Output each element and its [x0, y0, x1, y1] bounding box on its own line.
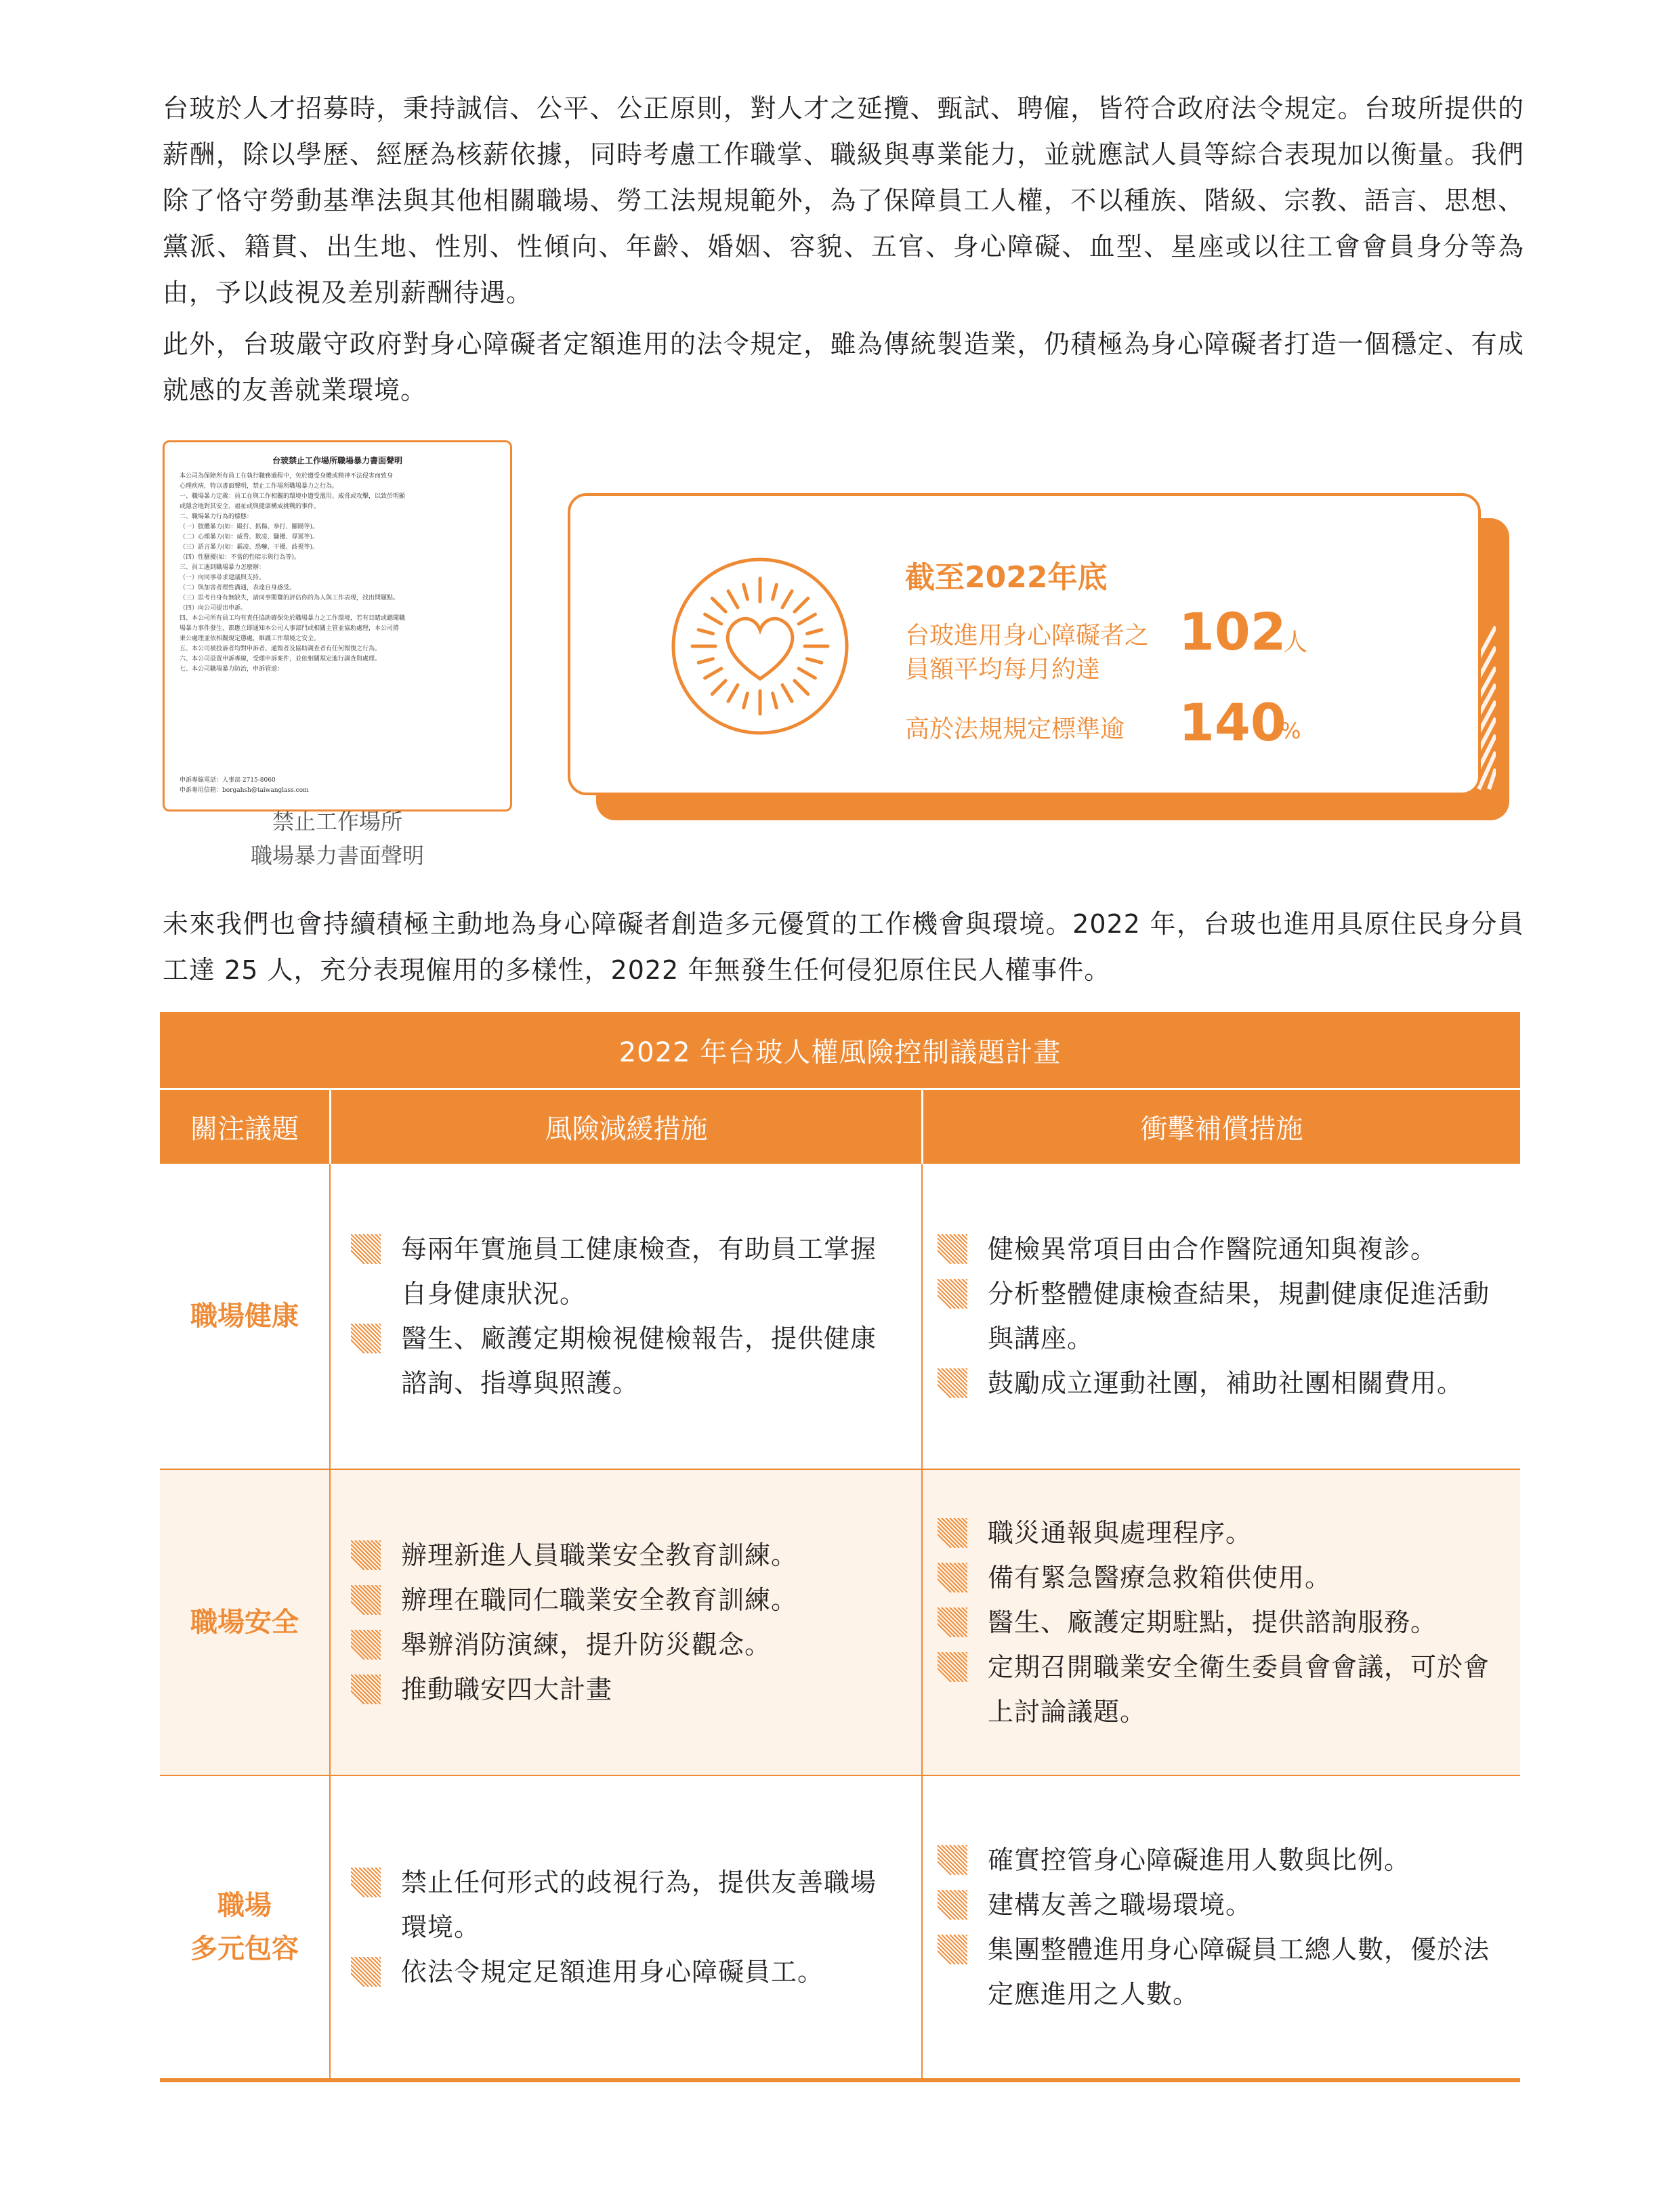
stat-value-percent: 140	[1179, 692, 1286, 753]
list-item-text: 分析整體健康檢查結果，規劃健康促進活動與講座。	[988, 1279, 1490, 1353]
hatched-bullet-icon	[351, 1630, 381, 1660]
list-item-text: 健檢異常項目由合作醫院通知與複診。	[988, 1234, 1437, 1264]
table-header-row	[160, 1088, 1520, 1164]
notice-caption-line2: 職場暴力書面聲明	[250, 843, 424, 868]
list-item-text: 禁止任何形式的歧視行為，提供友善職場環境。	[401, 1868, 877, 1942]
notice-line: 或隱含地對其安全、福祉或與健康構成挑戰的事件。	[180, 503, 320, 510]
topic-label-line2: 多元包容	[190, 1933, 299, 1964]
stat-unit-percent: %	[1280, 718, 1301, 744]
hatched-bullet-icon	[938, 1563, 967, 1593]
notice-line: 四、本公司所有員工均有責任協助確保免於職場暴力之工作環境，若有目睹或聽聞職	[180, 615, 406, 622]
notice-line: 場暴力事件發生，都應立即通知本公司人事部門或相關主管並協助處理，本公司將	[180, 625, 400, 632]
list-item	[938, 1645, 1500, 1734]
notice-line: （二）心理暴力(如：威脅、欺凌、騷擾、辱罵等)。	[180, 534, 319, 541]
hatched-bullet-icon	[938, 1518, 967, 1548]
sun-ray	[795, 598, 808, 612]
sun-ray	[799, 614, 815, 624]
sun-ray	[744, 585, 748, 599]
sun-ray	[744, 694, 748, 708]
sun-ray	[705, 669, 721, 678]
sun-ray	[807, 630, 822, 634]
list-item-text: 每兩年實施員工健康檢查，有助員工掌握自身健康狀況。	[401, 1234, 877, 1309]
notice-body	[180, 471, 495, 675]
notice-line: 秉公處理並依相關規定懲處，維護工作環境之安全。	[180, 635, 320, 642]
hatched-bullet-icon	[938, 1234, 967, 1264]
hatched-bullet-icon	[351, 1957, 381, 1987]
sun-ray	[712, 598, 726, 612]
list-item	[938, 1271, 1500, 1361]
hatched-bullet-icon	[938, 1845, 967, 1875]
list-item	[351, 1949, 894, 1994]
hatched-bullet-icon	[351, 1674, 381, 1704]
list-item	[938, 1927, 1500, 2017]
compensation-cell	[921, 1776, 1520, 2078]
intro-paragraph-recruitment: 台玻於人才招募時，秉持誠信、公平、公正原則，對人才之延攬、甄試、聘僱，皆符合政府法令規定。台玻所提供的薪酬，除以學歷、經歷為核薪依據，同時考慮工作職掌、職級與專業能力，並就應試人員等綜合表現加以衡量。我們除了恪守勞動基準法與其他相關職場、勞工法規規範外，為了保障員工人權，不以種族、階級、宗教、語言、思想、黨派、籍貫、出生地、性別、性傾向、年齡、婚姻、容貌、五官、身心障礙、血型、星座或以往工會會員身分等為由，予以歧視及差別薪酬待遇。	[163, 93, 1524, 308]
header-compensation: 衝擊補償措施	[921, 1090, 1520, 1164]
notice-line: 本公司為保障所有員工在執行職務過程中，免於遭受身體或精神不法侵害而致身	[180, 473, 394, 480]
notice-line: 三、員工遇到職場暴力怎麼辦：	[180, 564, 266, 571]
list-item	[938, 1600, 1500, 1645]
list-item	[938, 1511, 1500, 1555]
indigenous-employment-paragraph: 未來我們也會持續積極主動地為身心障礙者創造多元優質的工作機會與環境。2022 年，台玻也進用具原住民身分員工達 25 人，充分表現僱用的多樣性，2022 年無發生任何侵犯原住民人權事件。	[163, 909, 1524, 985]
workplace-violence-notice-image	[163, 440, 512, 812]
sun-ray	[728, 685, 738, 701]
sun-ray	[807, 659, 822, 663]
hatched-bullet-icon	[938, 1935, 967, 1964]
hatched-bullet-icon	[351, 1324, 381, 1353]
table-row	[160, 1776, 1520, 2082]
notice-line: （四）向公司提出申訴。	[180, 605, 247, 612]
hatched-bullet-icon	[351, 1540, 381, 1570]
hatched-bullet-icon	[938, 1607, 967, 1637]
sun-ray	[712, 681, 726, 694]
header-mitigation: 風險減緩措施	[329, 1090, 921, 1164]
list-item-text: 備有緊急醫療急救箱供使用。	[988, 1563, 1332, 1593]
hatched-bullet-icon	[351, 1585, 381, 1615]
list-item-text: 推動職安四大計畫	[401, 1674, 613, 1704]
hatched-bullet-icon	[351, 1868, 381, 1897]
notice-line: 一、職場暴力定義：員工在與工作相關的環境中遭受濫用、威脅或攻擊，以致於明顯	[180, 493, 406, 500]
human-rights-risk-table	[160, 1012, 1520, 2082]
sun-ray	[795, 681, 808, 694]
mitigation-cell	[329, 1164, 921, 1469]
list-item	[351, 1622, 894, 1667]
notice-line: （一）向同事尋求建議與支持。	[180, 574, 266, 581]
list-item	[351, 1860, 894, 1949]
heart-sun-icon	[665, 551, 855, 741]
stat-label-above-standard: 高於法規規定標準逾	[905, 715, 1125, 743]
sun-ray	[782, 685, 792, 701]
table-row	[160, 1164, 1520, 1470]
list-item	[351, 1667, 894, 1712]
table-row	[160, 1470, 1520, 1776]
list-item	[938, 1555, 1500, 1600]
hatched-bullet-icon	[351, 1234, 381, 1264]
topic-label: 職場安全	[190, 1607, 299, 1638]
topic-label-line1: 職場	[217, 1890, 272, 1921]
notice-line: 五、本公司被投訴者均對申訴者、通報者及協助調查者有任何報復之行為。	[180, 646, 381, 652]
topic-label: 職場健康	[190, 1301, 299, 1332]
list-item-text: 職災通報與處理程序。	[988, 1518, 1253, 1548]
notice-line: （四）性騷擾(如：不當的性暗示與行為等)。	[180, 554, 301, 561]
list-item-text: 建構友善之職場環境。	[988, 1890, 1253, 1920]
list-item-text: 鼓勵成立運動社團，補助社團相關費用。	[988, 1368, 1464, 1398]
compensation-cell	[921, 1470, 1520, 1775]
notice-footer	[180, 776, 309, 796]
list-item	[351, 1578, 894, 1622]
stat-value-employees: 102	[1179, 602, 1286, 662]
notice-caption	[163, 805, 512, 872]
list-item-text: 定期召開職業安全衛生委員會會議，可於會上討論議題。	[988, 1652, 1490, 1727]
stat-unit-people: 人	[1283, 629, 1308, 656]
mitigation-cell	[329, 1776, 921, 2078]
mitigation-cell	[329, 1470, 921, 1775]
notice-line: 心理疾病，特以書面聲明，禁止工作場所職場暴力之行為。	[180, 483, 339, 490]
sun-ray	[773, 694, 777, 708]
stat-label-monthly-average: 員額平均每月約達	[905, 656, 1101, 683]
list-item	[938, 1838, 1500, 1882]
notice-line: （一）肢體暴力(如：毆打、抓傷、拳打、腳踢等)。	[180, 524, 319, 530]
intro-paragraph-disability: 此外，台玻嚴守政府對身心障礙者定額進用的法令規定，雖為傳統製造業，仍積極為身心障礙者打造一個穩定、有成就感的友善就業環境。	[163, 329, 1524, 405]
notice-line: （三）語言暴力(如：霸凌、恐嚇、干擾、歧視等)。	[180, 544, 319, 551]
compensation-cell	[921, 1164, 1520, 1469]
table-title: 2022 年台玻人權風險控制議題計畫	[160, 1012, 1520, 1088]
list-item-text: 醫生、廠護定期駐點，提供諮詢服務。	[988, 1607, 1437, 1637]
notice-line: 二、職場暴力行為的樣態：	[180, 513, 253, 520]
stat-heading: 截至2022年底	[905, 560, 1108, 595]
notice-line: 六、本公司設置申訴專線，受理申訴案件，並依相關規定進行調查與處理。	[180, 656, 381, 662]
disability-employment-stat-card	[568, 493, 1481, 795]
topic-cell	[160, 1470, 329, 1775]
list-item-text: 舉辦消防演練，提升防災觀念。	[401, 1630, 772, 1660]
header-topic: 關注議題	[190, 1114, 299, 1145]
list-item-text: 辦理在職同仁職業安全教育訓練。	[401, 1585, 798, 1615]
sun-ray	[773, 585, 777, 599]
sun-ray	[705, 614, 721, 624]
list-item	[938, 1882, 1500, 1927]
stat-label-disabled-employees: 台玻進用身心障礙者之	[905, 622, 1150, 650]
topic-cell	[160, 1164, 329, 1469]
list-item	[938, 1227, 1500, 1271]
topic-cell	[160, 1776, 329, 2078]
list-item	[351, 1227, 894, 1316]
notice-caption-line1: 禁止工作場所	[272, 809, 402, 835]
list-item	[351, 1316, 894, 1406]
sun-ray	[782, 591, 792, 608]
sun-ray	[698, 659, 713, 663]
list-item-text: 集團整體進用身心障礙員工總人數，優於法定應進用之人數。	[988, 1935, 1490, 2009]
list-item	[351, 1533, 894, 1578]
sun-ray	[799, 669, 815, 678]
hatched-bullet-icon	[938, 1279, 967, 1309]
sun-ray	[728, 591, 738, 608]
notice-footer-phone: 申訴專線電話：人事部 2715-8060	[180, 777, 276, 784]
sun-ray	[698, 630, 713, 634]
list-item	[938, 1361, 1500, 1406]
notice-footer-mail: 申訴專用信箱：borgahsh@taiwanglass.com	[180, 787, 309, 794]
list-item-text: 辦理新進人員職業安全教育訓練。	[401, 1540, 798, 1570]
hatched-bullet-icon	[938, 1890, 967, 1920]
notice-line: 七、本公司職場暴力防治，申訴管道：	[180, 666, 284, 673]
list-item-text: 依法令規定足額進用身心障礙員工。	[401, 1957, 824, 1987]
notice-title: 台玻禁止工作場所職場暴力書面聲明	[272, 456, 402, 465]
hatched-bullet-icon	[938, 1652, 967, 1682]
list-item-text: 確實控管身心障礙進用人數與比例。	[988, 1845, 1411, 1875]
notice-line: （三）思考自身有無缺失，請同事閱覽的評估你的為人與工作表現，找出問題點。	[180, 595, 400, 602]
notice-line: （二）與加害者理性溝通，表達自身感受。	[180, 585, 296, 591]
hatched-bullet-icon	[938, 1368, 967, 1398]
list-item-text: 醫生、廠護定期檢視健檢報告，提供健康諮詢、指導與照護。	[401, 1324, 877, 1398]
